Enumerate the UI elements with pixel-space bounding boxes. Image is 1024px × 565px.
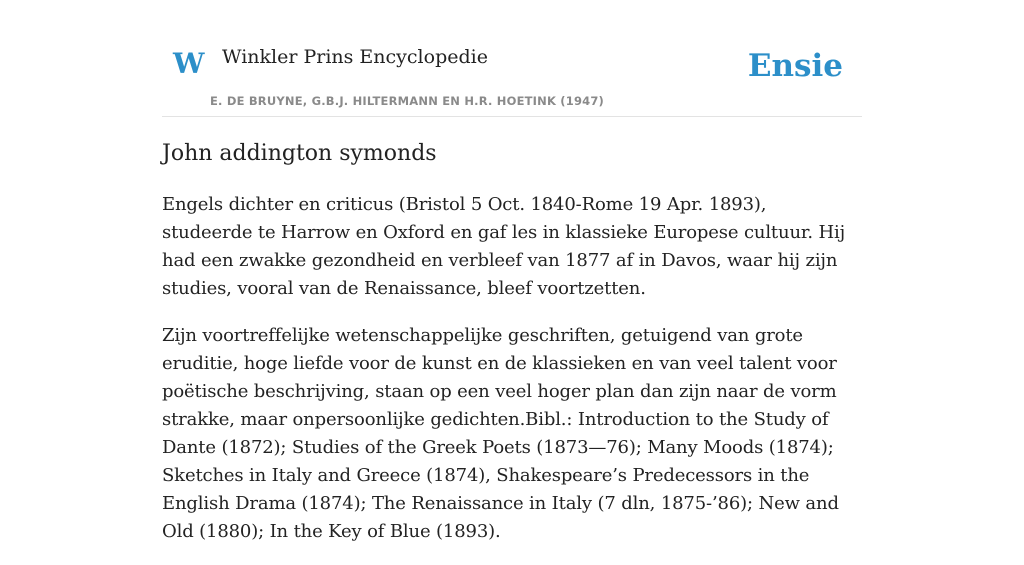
brand-logo[interactable]: Ensie xyxy=(747,48,843,84)
header xyxy=(162,0,862,117)
article-title: John addington symonds xyxy=(162,141,437,166)
source-authors: E. DE BRUYNE, G.B.J. HILTERMANN EN H.R. HOETINK (1947) xyxy=(210,94,605,108)
article-paragraph-1: Engels dichter en criticus (Bristol 5 Oct. 1840-Rome 19 Apr. 1893), studeerde te Harrow en Oxford en gaf les in klassieke Europese cultuur. Hij had een zwakke gezondheid en verbleef van 1877 af in Davos, waar hij zijn studies, vooral van de Renaissance, bleef voortzetten. xyxy=(162,194,846,299)
article xyxy=(162,138,862,565)
article-paragraph-2: Zijn voortreffelijke wetenschappelijke geschriften, getuigend van grote eruditie, hoge liefde voor de kunst en de klassieken en van veel talent voor poëtische beschrijving, staan op een veel hoger plan dan zijn naar de vorm strakke, maar onpersoonlijke gedichten.Bibl.: Introduction to the Study of Dante (1872); Studies of the Greek Poets (1873—76); Many Moods (1874); Sketches in Italy and Greece (1874), Shakespeare’s Predecessors in the English Drama (1874); The Renaissance in Italy (7 dln, 1875-’86); New and Old (1880); In the Key of Blue (1893). xyxy=(162,325,839,542)
source-title[interactable]: Winkler Prins Encyclopedie xyxy=(222,46,488,68)
source-logo[interactable]: W xyxy=(173,47,205,80)
